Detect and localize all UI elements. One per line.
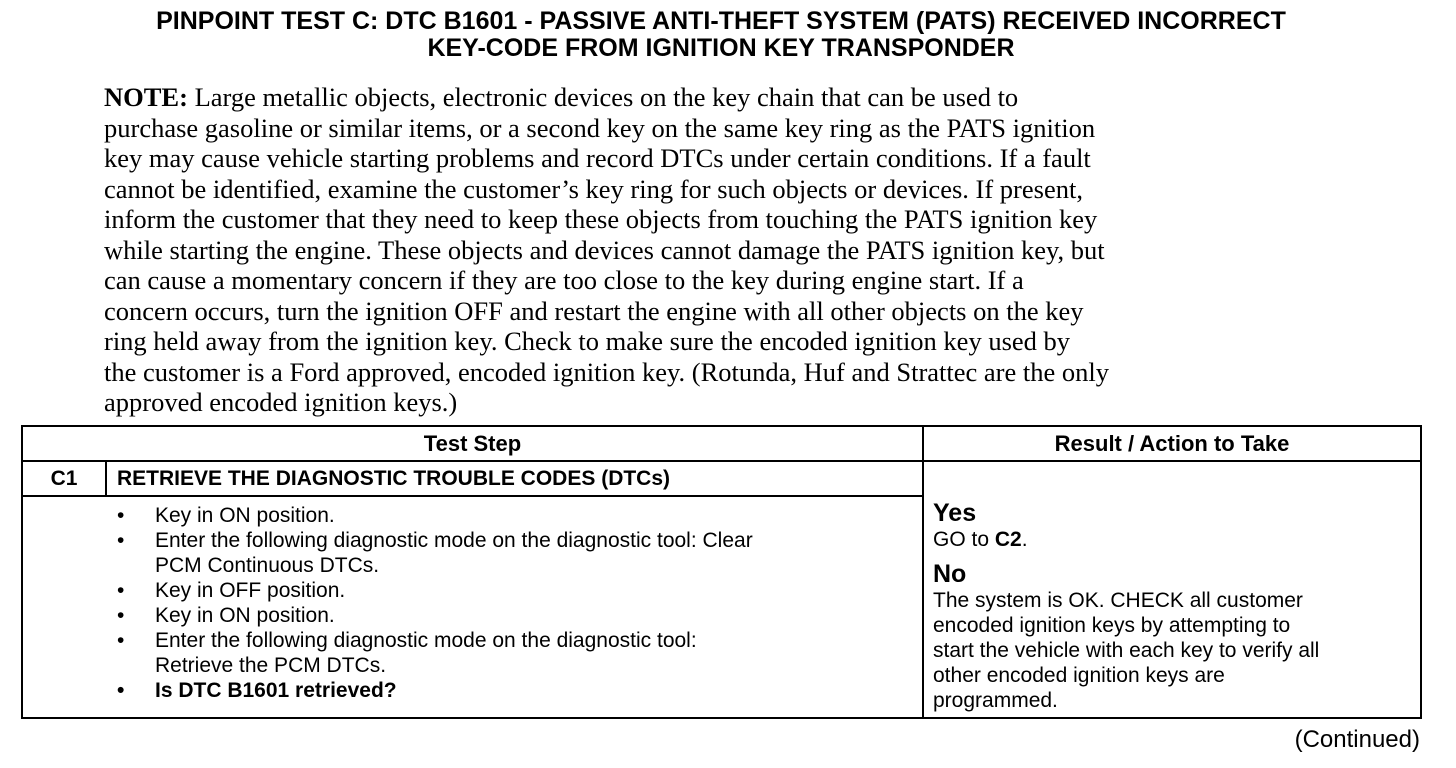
note-line: ring held away from the ignition key. Check to make sure the encoded ignition key used by bbox=[104, 326, 1071, 356]
note-line: approved encoded ignition keys.) bbox=[104, 387, 458, 417]
bullet-icon: • bbox=[117, 604, 125, 627]
goto-c2-link[interactable]: C2 bbox=[994, 528, 1022, 551]
step-item bbox=[109, 503, 909, 528]
continued-marker: (Continued) bbox=[1294, 726, 1420, 753]
bullet-icon: • bbox=[117, 629, 125, 652]
title-line-1: PINPOINT TEST C: DTC B1601 - PASSIVE ANTI-THEFT SYSTEM (PATS) RECEIVED INCORRECT bbox=[156, 7, 1286, 35]
note-block bbox=[104, 82, 1344, 418]
header-result-action: Result / Action to Take bbox=[1054, 431, 1290, 456]
no-action-line: The system is OK. CHECK all customer bbox=[933, 589, 1303, 612]
test-step-table bbox=[21, 425, 1422, 719]
no-action-line: encoded ignition keys by attempting to bbox=[933, 614, 1291, 637]
note-line: cannot be identified, examine the customer’s key ring for such objects or devices. If present, bbox=[104, 173, 1083, 204]
header-test-step: Test Step bbox=[423, 431, 522, 456]
no-action-line: other encoded ignition keys are bbox=[933, 664, 1225, 687]
bullet-icon: • bbox=[117, 579, 125, 602]
note-line: inform the customer that they need to keep these objects from touching the PATS ignition key bbox=[104, 204, 1098, 234]
yes-action bbox=[933, 527, 1415, 552]
no-action-line: start the vehicle with each key to verify all bbox=[933, 639, 1320, 662]
step-title: RETRIEVE THE DIAGNOSTIC TROUBLE CODES (DTCs) bbox=[117, 467, 671, 490]
result-action bbox=[933, 499, 1415, 713]
step-text: Retrieve the PCM DTCs. bbox=[155, 654, 387, 677]
result-spacer bbox=[933, 552, 1415, 560]
step-instructions bbox=[109, 503, 909, 703]
note-line bbox=[104, 82, 1344, 113]
no-label: No bbox=[933, 560, 967, 588]
title-line-2: KEY-CODE FROM IGNITION KEY TRANSPONDER bbox=[427, 34, 1015, 62]
note-text: Large metallic objects, electronic devices on the key chain that can be used to bbox=[194, 82, 1019, 112]
note-line: while starting the engine. These objects and devices cannot damage the PATS ignition key, but bbox=[104, 234, 1105, 265]
note-line: key may cause vehicle starting problems and record DTCs under certain conditions. If a fault bbox=[104, 143, 1091, 173]
step-text: Enter the following diagnostic mode on the diagnostic tool: Clear bbox=[155, 529, 753, 552]
step-question-text: Is DTC B1601 retrieved? bbox=[155, 679, 397, 702]
yes-label: Yes bbox=[933, 499, 977, 527]
note-line: can cause a momentary concern if they are too close to the key during engine start. If a bbox=[104, 265, 1024, 295]
yes-action-suffix: . bbox=[1021, 528, 1028, 551]
page-title bbox=[0, 8, 1442, 62]
note-line: concern occurs, turn the ignition OFF and restart the engine with all other objects on the key bbox=[104, 295, 1084, 326]
step-item bbox=[109, 628, 909, 678]
bullet-icon: • bbox=[117, 679, 125, 702]
bullet-icon: • bbox=[117, 504, 125, 527]
note-line: purchase gasoline or similar items, or a second key on the same key ring as the PATS ignition bbox=[104, 112, 1096, 143]
step-text: Enter the following diagnostic mode on the diagnostic tool: bbox=[155, 629, 697, 652]
step-text: PCM Continuous DTCs. bbox=[155, 554, 380, 577]
step-item bbox=[109, 578, 909, 603]
column-divider bbox=[922, 427, 924, 717]
step-id: C1 bbox=[50, 467, 78, 490]
step-id-divider bbox=[105, 460, 107, 495]
bullet-icon: • bbox=[117, 529, 125, 552]
note-label: NOTE: bbox=[104, 82, 188, 112]
note-line: the customer is a Ford approved, encoded ignition key. (Rotunda, Huf and Strattec are the only bbox=[104, 356, 1110, 387]
step-item-question bbox=[109, 678, 909, 703]
step-text: Key in OFF position. bbox=[155, 579, 346, 602]
step-text: Key in ON position. bbox=[155, 504, 335, 527]
step-item bbox=[109, 603, 909, 628]
step-item bbox=[109, 528, 909, 578]
step-text: Key in ON position. bbox=[155, 604, 335, 627]
no-action-line: programmed. bbox=[933, 689, 1058, 712]
step-title-divider bbox=[23, 495, 922, 497]
yes-action-prefix: GO to bbox=[933, 528, 995, 551]
